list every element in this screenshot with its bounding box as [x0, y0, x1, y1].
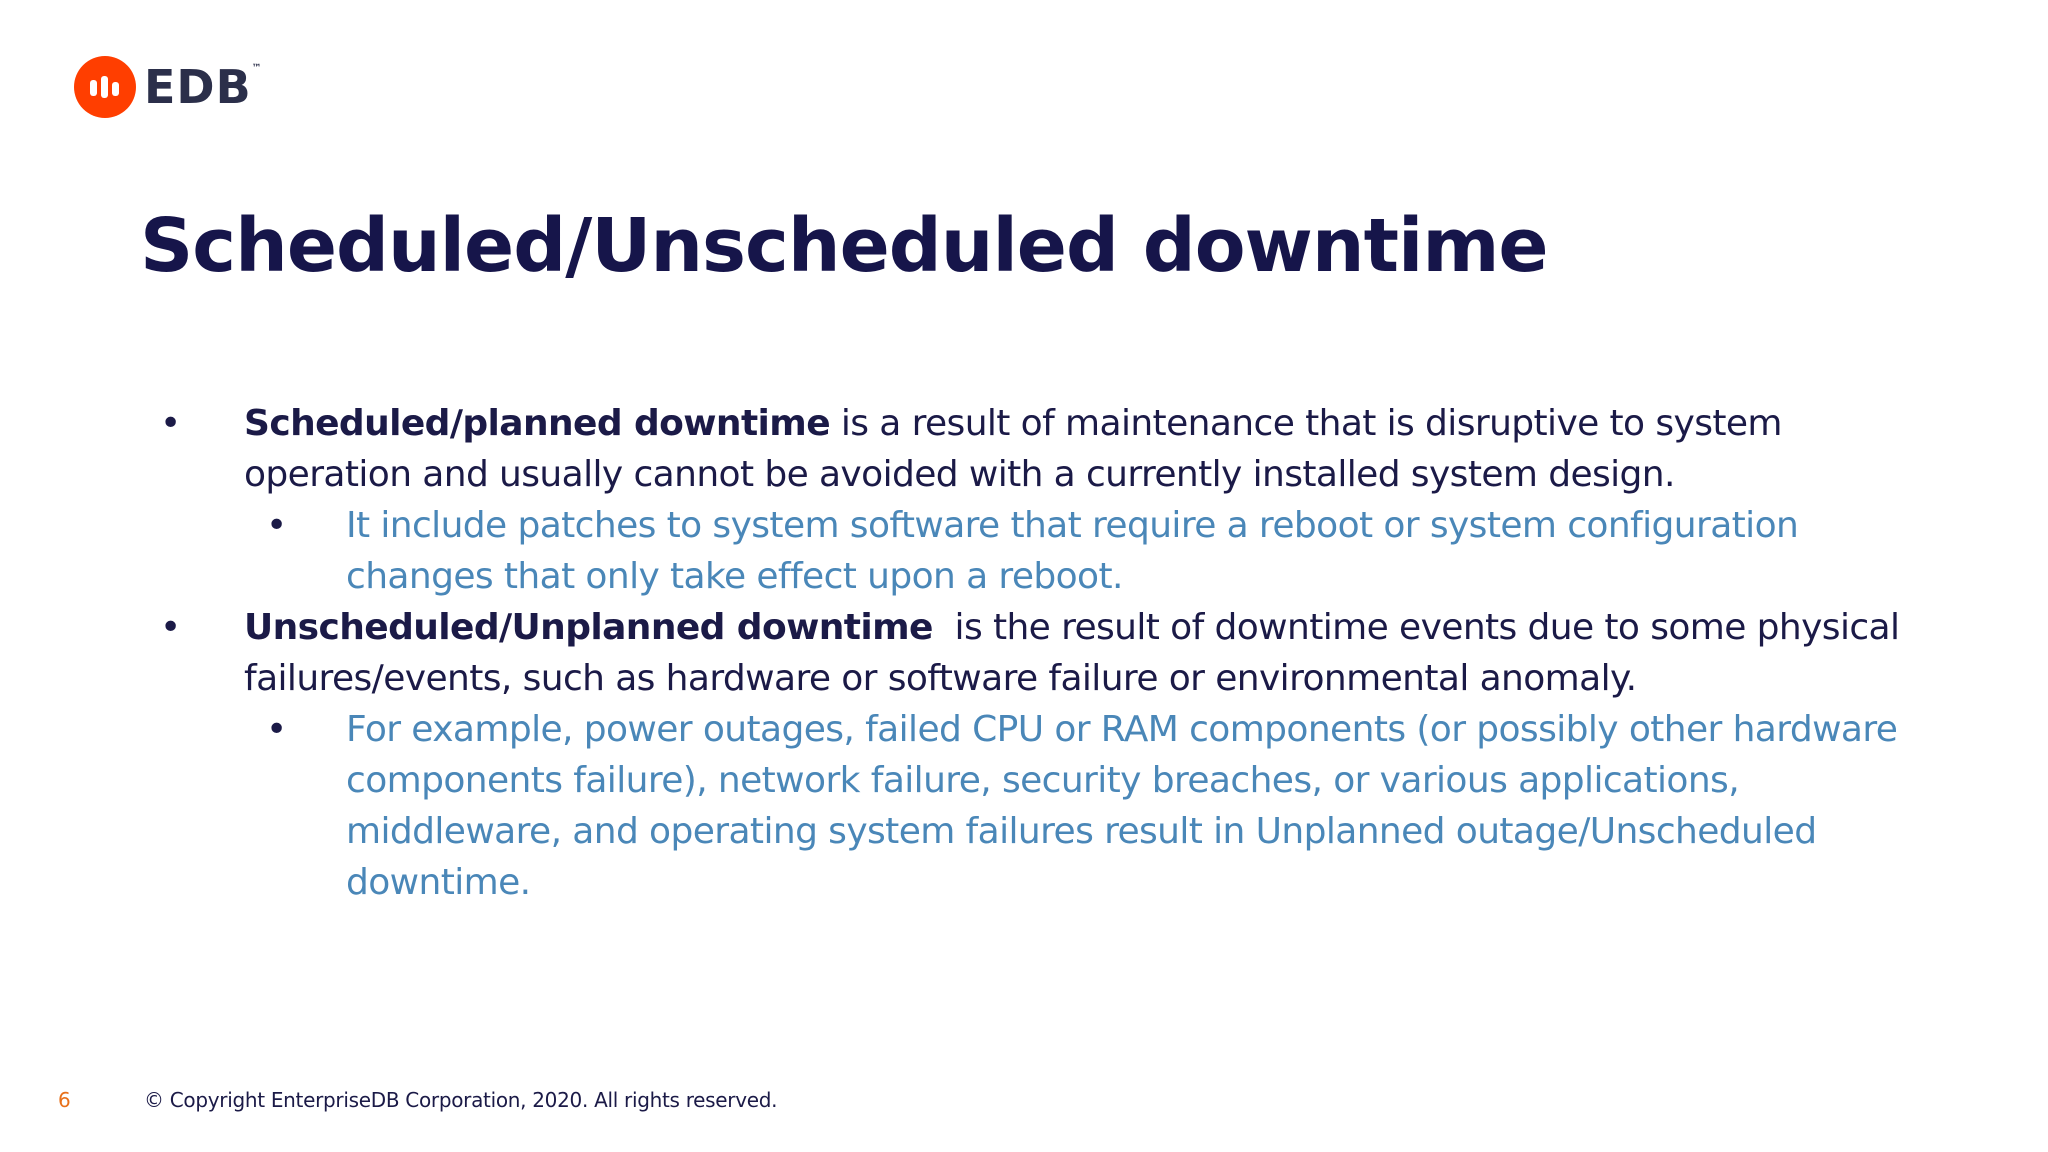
sub-bullet-unscheduled-example: • For example, power outages, failed CPU or RAM components (or possibly other hardware components failure), network failure, security breaches, or various applications, middleware, and operating system failures result in Unplanned outage/Unscheduled downtime. — [160, 704, 1920, 908]
slide-content — [160, 398, 1920, 908]
bullet-lead: Unscheduled/Unplanned downtime — [244, 607, 933, 648]
bullet-unscheduled-downtime — [160, 602, 1920, 704]
bullet-text: is the result of downtime events due to some physical failures/events, such as hardware or software failure or environmental anomaly. — [244, 607, 1911, 699]
bullet-text: is a result of maintenance that is disruptive to system operation and usually cannot be avoided with a currently installed system design. — [244, 403, 1782, 495]
bullet-scheduled-downtime — [160, 398, 1920, 500]
slide-title: Scheduled/Unscheduled downtime — [140, 203, 1548, 289]
copyright-notice: © Copyright EnterpriseDB Corporation, 2020. All rights reserved. — [144, 1088, 778, 1112]
sub-bullet-scheduled-example: • It include patches to system software that require a reboot or system configuration changes that only take effect upon a reboot. — [160, 500, 1920, 602]
edb-logo-text: EDB™ — [144, 60, 263, 114]
edb-logo — [74, 56, 263, 118]
edb-logo-icon — [74, 56, 136, 118]
page-number: 6 — [58, 1088, 71, 1112]
bullet-lead: Scheduled/planned downtime — [244, 403, 831, 444]
